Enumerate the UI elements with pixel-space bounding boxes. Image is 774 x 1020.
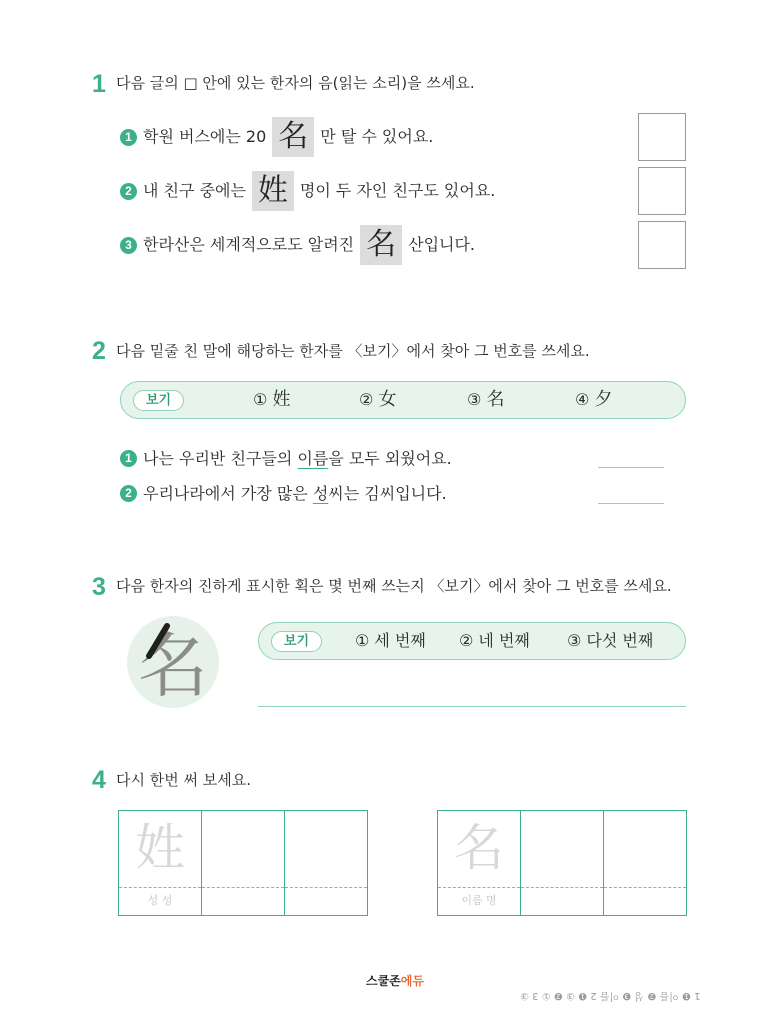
option-mark: ② — [359, 390, 374, 409]
question-4-number: 4 — [92, 766, 106, 794]
question-2-instruction: 다음 밑줄 친 말에 해당하는 한자를 〈보기〉에서 찾아 그 번호를 쓰세요. — [116, 342, 590, 360]
option-hanja: 女 — [378, 389, 397, 410]
bogi-box — [120, 381, 686, 419]
dashed-guide — [285, 887, 367, 888]
q2-item-1 — [120, 450, 452, 467]
subnumber-badge: 1 — [120, 129, 137, 146]
hanja-highlight: 名 — [360, 225, 402, 265]
sentence-after: 산입니다. — [408, 235, 476, 254]
sentence-before: 내 친구 중에는 — [143, 181, 246, 200]
bogi-box-3 — [258, 622, 686, 660]
write-cell[interactable] — [285, 811, 367, 915]
sentence-after: 만 탈 수 있어요. — [320, 127, 434, 146]
stroke-hanja-text: 名 — [138, 625, 208, 707]
option-hanja: 姓 — [272, 389, 291, 410]
answer-box-2[interactable] — [638, 167, 686, 215]
trace-hanja: 名 — [454, 819, 504, 877]
q1-item-1 — [120, 117, 433, 157]
sentence-before: 우리나라에서 가장 많은 — [143, 483, 313, 503]
option-mark: ① — [253, 390, 268, 409]
stroke-order-hanja-icon — [127, 616, 219, 708]
trace-reading: 이름 명 — [461, 894, 497, 907]
answer-key: 1 ❶ 이름 ❷ 성 ❸ 이름 2 ❶ ③ ❷ ① 3 ③ — [520, 990, 701, 1001]
answer-box-1[interactable] — [638, 113, 686, 161]
hanja-highlight: 姓 — [252, 171, 294, 211]
sentence-before: 학원 버스에는 20 — [143, 127, 267, 146]
answer-line-2[interactable] — [598, 503, 664, 504]
sentence-after: 을 모두 외웠어요. — [328, 448, 452, 468]
writing-grid-2 — [437, 810, 687, 916]
dashed-guide — [119, 887, 201, 888]
logo-main: 스쿨존 — [366, 974, 401, 988]
sentence-after: 씨는 김씨입니다. — [328, 483, 447, 503]
option-mark: ③ — [467, 390, 482, 409]
dashed-guide — [521, 887, 603, 888]
bogi-option-1 — [253, 391, 290, 409]
bogi-option-2: ② 네 번째 — [459, 631, 530, 650]
dashed-guide — [604, 887, 686, 888]
stroke-hanja-circle — [127, 616, 219, 708]
question-1-instruction: 다음 글의 □ 안에 있는 한자의 음(읽는 소리)을 쓰세요. — [116, 74, 475, 92]
trace-hanja: 姓 — [135, 819, 185, 877]
bogi-label: 보기 — [133, 390, 184, 411]
option-hanja: 夕 — [594, 389, 613, 410]
dashed-guide — [438, 887, 520, 888]
question-3-number: 3 — [92, 573, 106, 601]
q1-item-2 — [120, 171, 495, 211]
writing-grid-1 — [118, 810, 368, 916]
trace-cell[interactable] — [119, 811, 202, 915]
bogi-option-1: ① 세 번째 — [355, 631, 426, 650]
subnumber-badge: 2 — [120, 485, 137, 502]
q2-item-2 — [120, 485, 447, 502]
bogi-option-3: ③ 다섯 번째 — [567, 631, 654, 650]
bogi-label: 보기 — [271, 631, 322, 652]
q1-item-3 — [120, 225, 475, 265]
logo-edu: 에듀 — [400, 974, 424, 988]
answer-box-3[interactable] — [638, 221, 686, 269]
sentence-before: 한라산은 세계적으로도 알려진 — [143, 235, 355, 254]
subnumber-badge: 1 — [120, 450, 137, 467]
trace-reading: 성 성 — [147, 894, 173, 907]
question-1-number: 1 — [92, 70, 106, 98]
bogi-option-4 — [575, 391, 612, 409]
question-3-instruction: 다음 한자의 진하게 표시한 획은 몇 번째 쓰는지 〈보기〉에서 찾아 그 번호를 쓰세요. — [116, 577, 672, 595]
underlined-word: 이름 — [297, 448, 329, 468]
write-cell[interactable] — [202, 811, 285, 915]
publisher-logo — [366, 975, 424, 987]
underlined-word: 성 — [312, 483, 329, 503]
dashed-guide — [202, 887, 284, 888]
answer-line-3[interactable] — [258, 706, 686, 707]
subnumber-badge: 2 — [120, 183, 137, 200]
subnumber-badge: 3 — [120, 237, 137, 254]
trace-cell[interactable] — [438, 811, 521, 915]
sentence-after: 명이 두 자인 친구도 있어요. — [299, 181, 496, 200]
write-cell[interactable] — [521, 811, 604, 915]
question-2-number: 2 — [92, 337, 106, 365]
bogi-option-2 — [359, 391, 396, 409]
option-hanja: 名 — [486, 389, 505, 410]
hanja-highlight: 名 — [272, 117, 314, 157]
answer-line-1[interactable] — [598, 467, 664, 468]
question-4-instruction: 다시 한번 써 보세요. — [116, 771, 251, 789]
bogi-option-3 — [467, 391, 504, 409]
sentence-before: 나는 우리반 친구들의 — [143, 448, 298, 468]
write-cell[interactable] — [604, 811, 686, 915]
option-mark: ④ — [575, 390, 590, 409]
